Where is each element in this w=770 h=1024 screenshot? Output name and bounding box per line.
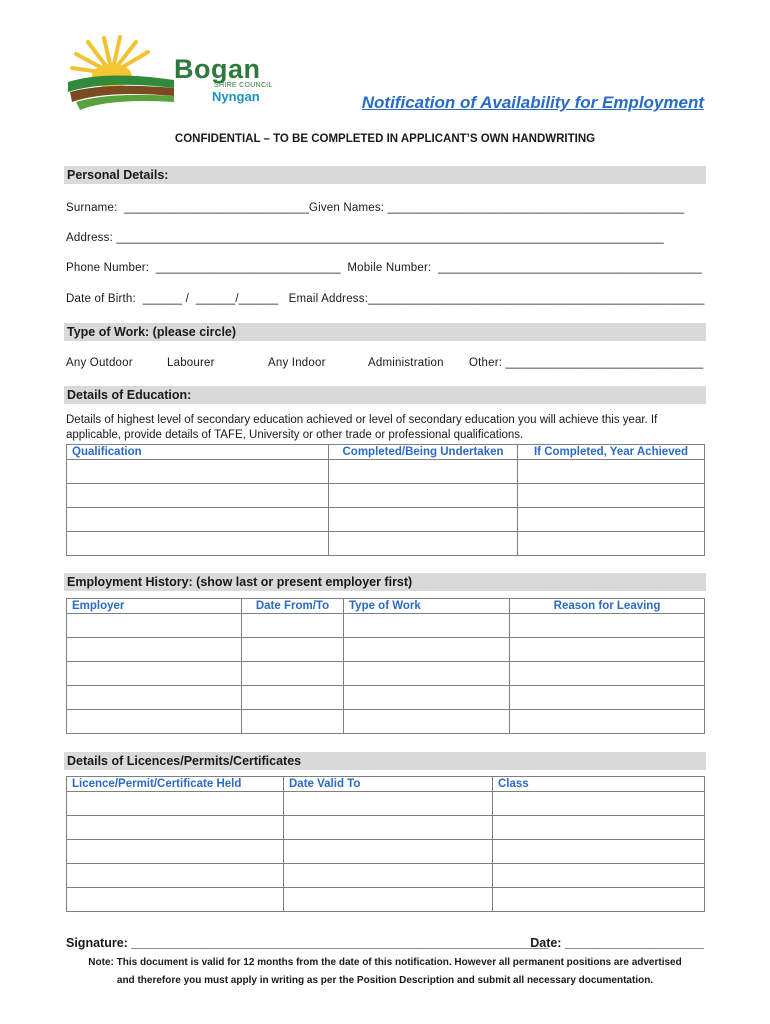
table-cell[interactable] (67, 662, 242, 686)
table-row (67, 864, 705, 888)
table-cell[interactable] (242, 686, 344, 710)
column-header: Date Valid To (284, 777, 493, 792)
table-row (67, 662, 705, 686)
logo-subtitle: SHIRE COUNCIL (214, 82, 273, 89)
table-cell[interactable] (67, 614, 242, 638)
column-header: If Completed, Year Achieved (518, 445, 705, 460)
address-field[interactable]: Address: ___________________________________________________________________________________ (66, 232, 664, 244)
table-row (67, 614, 705, 638)
table-cell[interactable] (284, 864, 493, 888)
table-cell[interactable] (67, 686, 242, 710)
table-cell[interactable] (67, 638, 242, 662)
confidential-notice: CONFIDENTIAL – TO BE COMPLETED IN APPLICANT’S OWN HANDWRITING (174, 133, 596, 145)
table-cell[interactable] (67, 532, 329, 556)
table-cell[interactable] (329, 484, 518, 508)
table-cell[interactable] (67, 484, 329, 508)
table-row (67, 484, 705, 508)
work-option-labourer[interactable]: Labourer (167, 357, 215, 369)
table-cell[interactable] (493, 864, 705, 888)
validity-note-line-1: Note: This document is valid for 12 months from the date of this notification. However all permanent positions are advertised (88, 957, 682, 968)
table-cell[interactable] (67, 710, 242, 734)
employment-history-heading: Employment History: (show last or present employer first) (64, 573, 706, 591)
table-cell[interactable] (242, 614, 344, 638)
column-header: Licence/Permit/Certificate Held (67, 777, 284, 792)
table-cell[interactable] (344, 638, 510, 662)
table-cell[interactable] (67, 508, 329, 532)
table-cell[interactable] (67, 792, 284, 816)
sun-landscape-icon (66, 34, 176, 114)
table-cell[interactable] (284, 888, 493, 912)
work-option-administration[interactable]: Administration (368, 357, 444, 369)
table-row (67, 840, 705, 864)
type-of-work-heading: Type of Work: (please circle) (64, 323, 706, 341)
table-row (67, 710, 705, 734)
table-cell[interactable] (344, 686, 510, 710)
validity-note-line-2: and therefore you must apply in writing as per the Position Description and submit all necessary documentation. (116, 975, 654, 986)
table-cell[interactable] (510, 686, 705, 710)
column-header: Employer (67, 599, 242, 614)
table-cell[interactable] (242, 662, 344, 686)
table-cell[interactable] (329, 508, 518, 532)
table-cell[interactable] (242, 710, 344, 734)
dob-email-field[interactable]: Date of Birth: ______ / ______/______ Email Address:___________________________________________________ (66, 293, 705, 305)
table-cell[interactable] (510, 638, 705, 662)
table-row (67, 532, 705, 556)
work-option-indoor[interactable]: Any Indoor (268, 357, 326, 369)
table-cell[interactable] (510, 710, 705, 734)
logo-name: Bogan (174, 54, 261, 84)
page-title: Notification of Availability for Employment (361, 93, 704, 112)
table-cell[interactable] (329, 532, 518, 556)
table-cell[interactable] (493, 792, 705, 816)
table-cell[interactable] (510, 614, 705, 638)
column-header: Date From/To (242, 599, 344, 614)
table-row (67, 508, 705, 532)
table-row (67, 460, 705, 484)
column-header: Type of Work (344, 599, 510, 614)
table-row (67, 792, 705, 816)
surname-given-names-field[interactable]: Surname: ____________________________Given Names: _____________________________________________ (66, 202, 685, 214)
table-cell[interactable] (493, 888, 705, 912)
table-cell[interactable] (518, 508, 705, 532)
table-cell[interactable] (518, 532, 705, 556)
table-cell[interactable] (284, 792, 493, 816)
signature-field[interactable]: Signature: ____________________________________________________________ (66, 936, 549, 950)
table-cell[interactable] (284, 816, 493, 840)
table-cell[interactable] (510, 662, 705, 686)
table-cell[interactable] (67, 864, 284, 888)
education-heading: Details of Education: (64, 386, 706, 404)
table-cell[interactable] (518, 460, 705, 484)
column-header: Reason for Leaving (510, 599, 705, 614)
education-instructions: Details of highest level of secondary education achieved or level of secondary education you will achieve this year. If applicable, provide details of TAFE, University or other trade or professional qualifications. (66, 414, 658, 441)
table-row (67, 638, 705, 662)
logo-town: Nyngan (212, 89, 260, 104)
table-cell[interactable] (67, 816, 284, 840)
table-cell[interactable] (493, 816, 705, 840)
table-cell[interactable] (518, 484, 705, 508)
table-cell[interactable] (67, 460, 329, 484)
licences-heading: Details of Licences/Permits/Certificates (64, 752, 706, 770)
table-cell[interactable] (344, 662, 510, 686)
work-option-other[interactable]: Other: ______________________________ (469, 357, 704, 369)
table-cell[interactable] (67, 840, 284, 864)
work-option-outdoor[interactable]: Any Outdoor (66, 357, 133, 369)
column-header: Qualification (67, 445, 329, 460)
table-cell[interactable] (284, 840, 493, 864)
council-logo (66, 34, 286, 114)
table-cell[interactable] (493, 840, 705, 864)
table-cell[interactable] (329, 460, 518, 484)
personal-details-heading: Personal Details: (64, 166, 706, 184)
table-row (67, 888, 705, 912)
table-cell[interactable] (344, 710, 510, 734)
licences-table (66, 776, 705, 912)
column-header: Class (493, 777, 705, 792)
table-cell[interactable] (242, 638, 344, 662)
employment-table (66, 598, 705, 734)
table-row (67, 686, 705, 710)
education-table (66, 444, 705, 556)
phone-mobile-field[interactable]: Phone Number: ____________________________ Mobile Number: ________________________________________ (66, 262, 702, 274)
column-header: Completed/Being Undertaken (329, 445, 518, 460)
table-row (67, 816, 705, 840)
date-field[interactable]: Date: ____________________ (530, 936, 704, 950)
table-cell[interactable] (344, 614, 510, 638)
table-cell[interactable] (67, 888, 284, 912)
